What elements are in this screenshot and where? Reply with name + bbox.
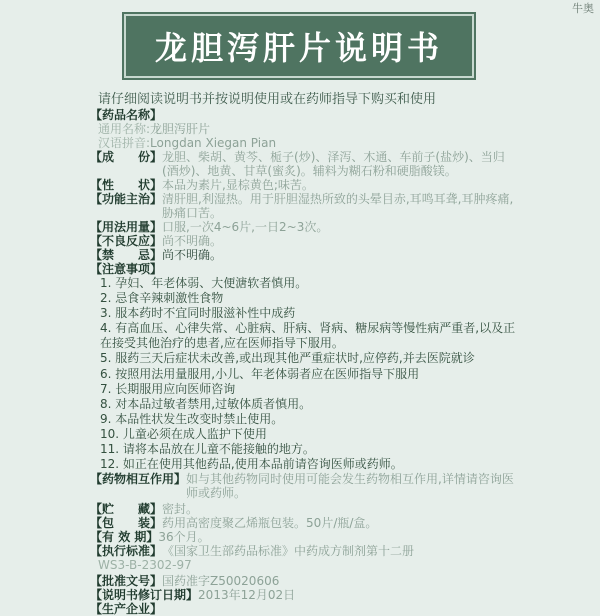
precaution-item: 1. 孕妇、年老体弱、大便溏软者慎用。 xyxy=(100,276,308,290)
usage-label: 【 用法用量 】 xyxy=(90,220,162,234)
contra-value: 尚不明确。 xyxy=(162,248,223,262)
revision-value: 2013年12月02日 xyxy=(198,588,296,603)
storage-row xyxy=(90,502,518,516)
precaution-item: 3. 服本药时不宜同时服滋补性中成药 xyxy=(100,306,296,321)
pinyin-value: Longdan Xiegan Pian xyxy=(150,136,277,150)
standard-row xyxy=(90,544,518,558)
revision-label: 【 说明书修订日期 】 xyxy=(90,588,198,602)
precaution-item: 4. 有高血压、心律失常、心脏病、肝病、肾病、糖尿病等慢性病严重者,以及正在接受其他治疗的患者,应在医师指导下服用。 xyxy=(100,321,516,351)
usage-value: 口服,一次4~6片,一日2~3次。 xyxy=(162,220,329,234)
leaflet-body xyxy=(90,108,518,616)
validity-value: 36个月。 xyxy=(158,530,210,545)
standard-label: 【 执行标准 】 xyxy=(90,544,162,558)
indication-row xyxy=(90,192,518,220)
character-label: 【 性 状 】 xyxy=(90,178,162,192)
ingredients-label: 【 成 份 】 xyxy=(90,150,162,178)
interaction-row xyxy=(90,472,518,500)
interaction-value: 如与其他药物同时使用可能会发生药物相互作用,详情请咨询医师或药师。 xyxy=(186,472,514,501)
package-row xyxy=(90,516,518,530)
precaution-item: 2. 忌食辛辣刺激性食物 xyxy=(100,291,224,306)
ingredients-value: 龙胆、柴胡、黄芩、栀子(炒)、泽泻、木通、车前子(盐炒)、当归(酒炒)、地黄、甘草(蜜炙)。辅料为糊石粉和硬脂酸镁。 xyxy=(162,150,505,178)
standard-code: WS3-B-2302-97 xyxy=(98,558,192,573)
contra-row xyxy=(90,248,518,262)
corner-text: 牛奥 xyxy=(572,2,594,15)
manufacturer-label: 【 生产企业 】 xyxy=(90,602,162,616)
manufacturer-row xyxy=(90,602,518,616)
pinyin-label: 汉语拼音: xyxy=(98,136,151,150)
package-value: 药用高密度聚乙烯瓶包装。50片/瓶/盒。 xyxy=(162,516,378,531)
approval-value: 国药准字Z50020606 xyxy=(162,574,280,589)
interaction-label: 【 药物相互作用 】 xyxy=(90,472,186,500)
common-name-label: 通用名称: xyxy=(98,122,151,136)
common-name-row xyxy=(90,122,518,136)
title-banner xyxy=(124,14,474,78)
character-row xyxy=(90,178,518,192)
contra-label: 【 禁 忌 】 xyxy=(90,248,162,262)
approval-label: 【 批准文号 】 xyxy=(90,574,162,588)
precaution-item: 7. 长期服用应向医师咨询 xyxy=(100,381,236,396)
ingredients-row xyxy=(90,150,518,178)
adverse-value: 尚不明确。 xyxy=(162,234,223,248)
character-value: 本品为素片,显棕黄色;味苦。 xyxy=(162,178,314,192)
reading-notice: 请仔细阅读说明书并按说明使用或在药师指导下购买和使用 xyxy=(98,92,437,107)
usage-row xyxy=(90,220,518,234)
storage-value: 密封。 xyxy=(162,502,199,517)
indication-label: 【 功能主治 】 xyxy=(90,192,162,220)
validity-label: 【 有 效 期 】 xyxy=(90,530,158,544)
precaution-item: 11. 请将本品放在儿童不能接触的地方。 xyxy=(100,442,315,457)
precaution-item: 6. 按照用法用量服用,小儿、年老体弱者应在医师指导下服用 xyxy=(100,366,420,381)
drug-name-row xyxy=(90,108,518,122)
precautions-label: 【 注意事项 】 xyxy=(90,262,162,276)
precaution-item: 12. 如正在使用其他药品,使用本品前请咨询医师或药师。 xyxy=(100,457,403,472)
indication-value: 清肝胆,利湿热。用于肝胆湿热所致的头晕目赤,耳鸣耳聋,耳肿疼痛,胁痛口苦。 xyxy=(162,192,514,220)
precaution-item: 9. 本品性状发生改变时禁止使用。 xyxy=(100,411,284,426)
precautions-row xyxy=(90,262,518,276)
pinyin-row xyxy=(90,136,518,150)
standard-value: 《国家卫生部药品标准》中药成方制剂第十二册 xyxy=(162,544,415,559)
precaution-item: 8. 对本品过敏者禁用,过敏体质者慎用。 xyxy=(100,396,312,411)
package-label: 【 包 装 】 xyxy=(90,516,162,530)
precautions-list xyxy=(90,276,518,472)
standard-code-row xyxy=(90,558,518,572)
storage-label: 【 贮 藏 】 xyxy=(90,502,162,516)
revision-row xyxy=(90,588,518,602)
document-title: 龙胆泻肝片说明书 xyxy=(154,29,443,67)
adverse-row xyxy=(90,234,518,248)
precaution-item: 10. 儿童必须在成人监护下使用 xyxy=(100,426,267,441)
adverse-label: 【 不良反应 】 xyxy=(90,234,162,248)
approval-row xyxy=(90,574,518,588)
drug-name-label: 【 药品名称 】 xyxy=(90,108,162,122)
precaution-item: 5. 服药三天后症状未改善,或出现其他严重症状时,应停药,并去医院就诊 xyxy=(100,351,475,366)
validity-row xyxy=(90,530,518,544)
common-name-value: 龙胆泻肝片 xyxy=(150,122,211,136)
